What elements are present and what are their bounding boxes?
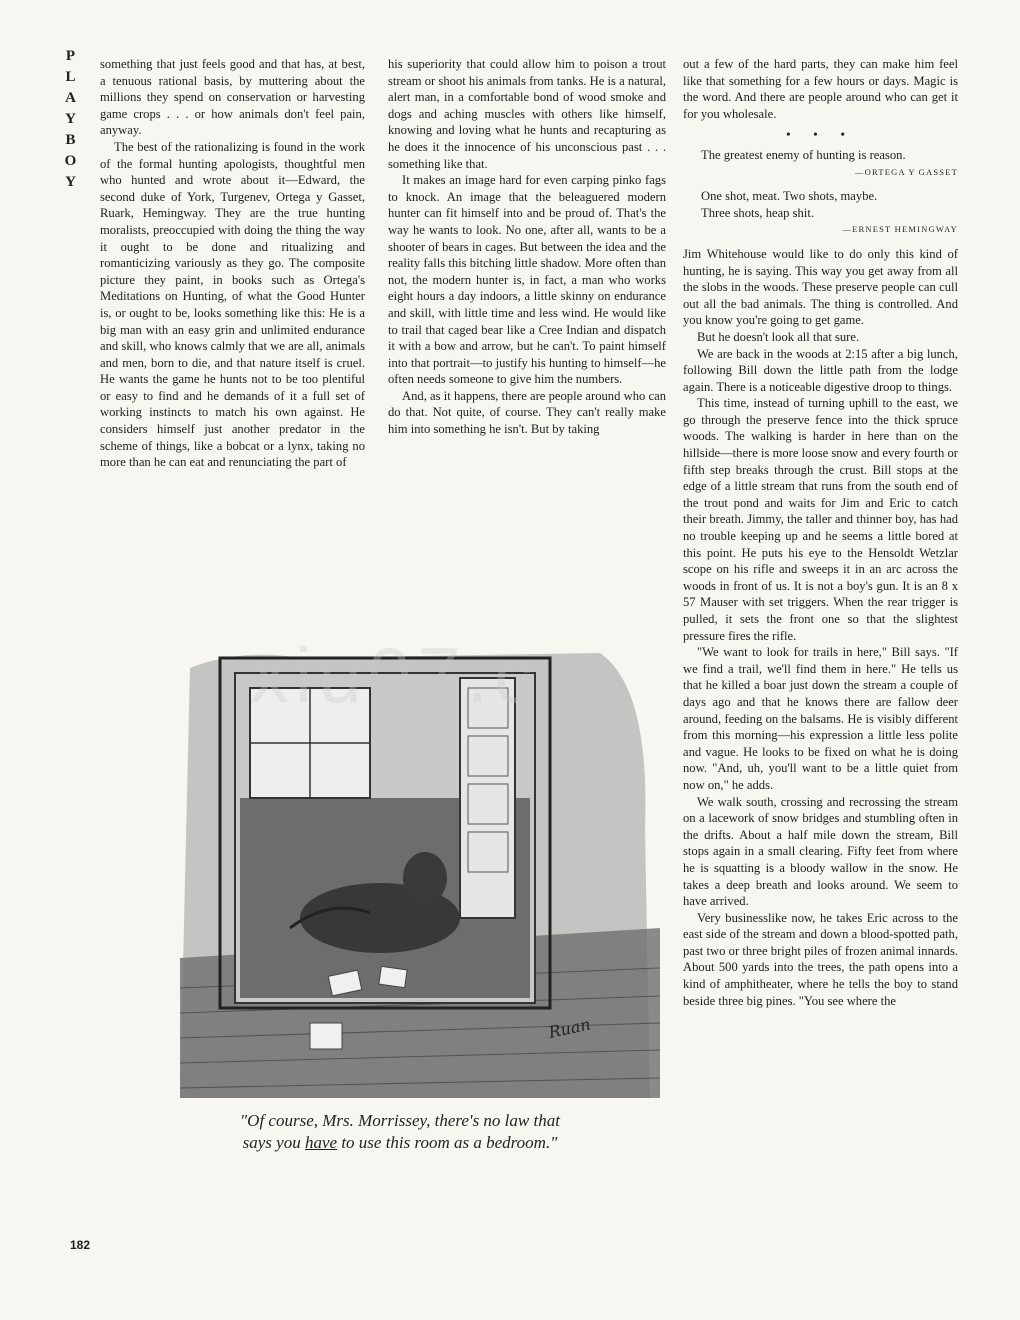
epigraph-hemingway-line2: Three shots, heap shit.	[701, 205, 814, 220]
paragraph: his superiority that could allow him to poison a trout stream or shoot his animals from tanks. He is a natural, alert man, in a comfortable bond of wood smoke and dogs and aching muscles with others like himself, knowing and loving what he hunts and recapturing as he does it the innocence of his unconscious past . . . something like that.	[388, 57, 666, 171]
paragraph: out a few of the hard parts, they can make him feel like that something for a few hours or days. Magic is the word. And there are people around who can get it for you wholesale.	[683, 57, 958, 121]
epigraph-attribution: —ERNEST HEMINGWAY	[842, 224, 958, 235]
page-number: 182	[70, 1238, 91, 1252]
title-letter: P	[65, 48, 77, 64]
caption-line-1: "Of course, Mrs. Morrissey, there's no law that	[240, 1111, 560, 1130]
title-letter: B	[65, 132, 77, 148]
paragraph: We walk south, crossing and recrossing the stream on a lacework of snow bridges and stumbling often in the drifts. About a half mile down the stream, Bill stops again in a small clearing. Fifty feet from where he is squatting is a bloody wallow in the snow. He takes a deep breath and looks around. We seem to have arrived.	[683, 794, 958, 909]
epigraph-attribution: —ORTEGA Y GASSET	[854, 166, 958, 177]
caption-line-2a: says you	[242, 1133, 305, 1152]
title-letter: L	[65, 69, 77, 85]
paragraph: something that just feels good and that has, at best, a tenuous rational basis, by muttering about the millions they spend on conservation or harvesting game crops . . . or how animals don't feel pain, anyway.	[100, 57, 365, 138]
section-break: • • •	[786, 127, 855, 142]
watermark: xiu07.c	[250, 631, 540, 719]
title-letter: Y	[65, 174, 77, 190]
title-letter: O	[64, 153, 78, 169]
cartoon-signature: Ruan	[546, 1014, 593, 1042]
cartoon-caption	[180, 1110, 620, 1154]
paragraph: And, as it happens, there are people around who can do that. Not quite, of course. They can't really make him into something he isn't. But by taking	[388, 388, 666, 437]
caption-emphasis: have	[304, 1133, 338, 1152]
paragraph: The best of the rationalizing is found in the work of the formal hunting apologists, thoughtful men who hunted and wrote about it—Edward, the second duke of York, Turgenev, Ortega y Gasset, Ruark, Hemingway. They are the true hunting moralists, preoccupied with doing the thing the way it ought to be done and ritualizing and romanticizing variously as they go. The composite picture they paint, in books such as Ortega's Meditations on Hunting, of what the Good Hunter is, or ought to be, looks something like this: He is a big man with an easy grin and unlimited endurance and skill, who knows calmly that we are all, animals and men, born to die, and that nature itself is cruel. He wants the game he hunts not to be too plentiful or easy to find and he demands of it a full set of working instincts to match his own against. He considers himself just another predator in the scheme of things, like a bobcat or a lynx, taking no more than he can eat and renunciating the part of	[100, 139, 365, 470]
article-column-2	[388, 56, 666, 438]
paragraph: Very businesslike now, he takes Eric across to the east side of the stream and down a blood-spotted path, past two or three bright piles of frozen animal innards. About 500 yards into the trees, the path opens into a kind of amphitheater, where he tells the boy to stand beside three big pines. "You see where the	[683, 910, 958, 1008]
title-letter: Y	[65, 111, 77, 127]
title-letter: A	[65, 90, 77, 106]
paragraph: We are back in the woods at 2:15 after a big lunch, following Bill down the little path from the lodge again. There is a noticeable digestive droop to things.	[683, 346, 958, 394]
paragraph: "We want to look for trails in here," Bill says. "If we find a trail, we'll find them in here." He tells us that he killed a boar just down the stream a couple of days ago and that he knows there are fallow deer around, feeding on the balsams. He is visibly different from this morning—his expression a little less polite and vague. He looks to be fixed on what he is doing now. "And, uh, you'll want to be a little quiet from now on," he adds.	[683, 645, 958, 792]
paragraph: It makes an image hard for even carping pinko fags to knock. An image that the beleaguered modern hunter can fit himself into and be proud of. That's the way he wants to look. No one, after all, wants to be a shooter of bears in cages. But between the idea and the reality falls this bitching little shadow. More often than not, the modern hunter is, in fact, a man who works eight hours a day indoors, a little skinny on endurance and skill, with little time and less wind. He would like to trail that caged bear like a Cree Indian and dispatch it with a bow and arrow, but he can't. To paint himself into that portrait—to justify his hunting to himself—he often needs someone to give him the numbers.	[388, 173, 666, 387]
caption-line-2b: to use this room as a bedroom."	[337, 1133, 558, 1152]
epigraph-ortega: The greatest enemy of hunting is reason.	[701, 147, 906, 162]
epigraph-hemingway-line1: One shot, meat. Two shots, maybe.	[701, 189, 878, 204]
paragraph: But he doesn't look all that sure.	[697, 329, 860, 344]
paragraph: Jim Whitehouse would like to do only this kind of hunting, he is saying. This way you get away from all the slobs in the woods. These preserve people can cull out all the bad animals. The thing is controlled. And you know you're going to get game.	[683, 246, 958, 328]
article-column-3	[683, 56, 958, 1009]
paragraph: This time, instead of turning uphill to the east, we go through the preserve fence into the thick spruce woods. The walking is harder in here than on the hillside—there is more loose snow and every fourth or fifth step breaks through the crust. Bill stops at the edge of a little stream that runs from the south end of the trout pond and waits for Jim and Eric to catch their breath. Jimmy, the taller and thinner boy, has had no trouble keeping up and he seems a little bored at this point. He puts his eye to the Hensoldt Wetzlar scope on his rifle and sweeps it in an arc across the woods in front of us. It is not a boy's gun. It is an 8 x 57 Mauser with set triggers. When the rear trigger is pulled, it sets the front one so that the slightest pressure fires the rifle.	[683, 396, 958, 643]
article-column-1	[100, 56, 365, 471]
magazine-title-vertical	[62, 48, 80, 195]
